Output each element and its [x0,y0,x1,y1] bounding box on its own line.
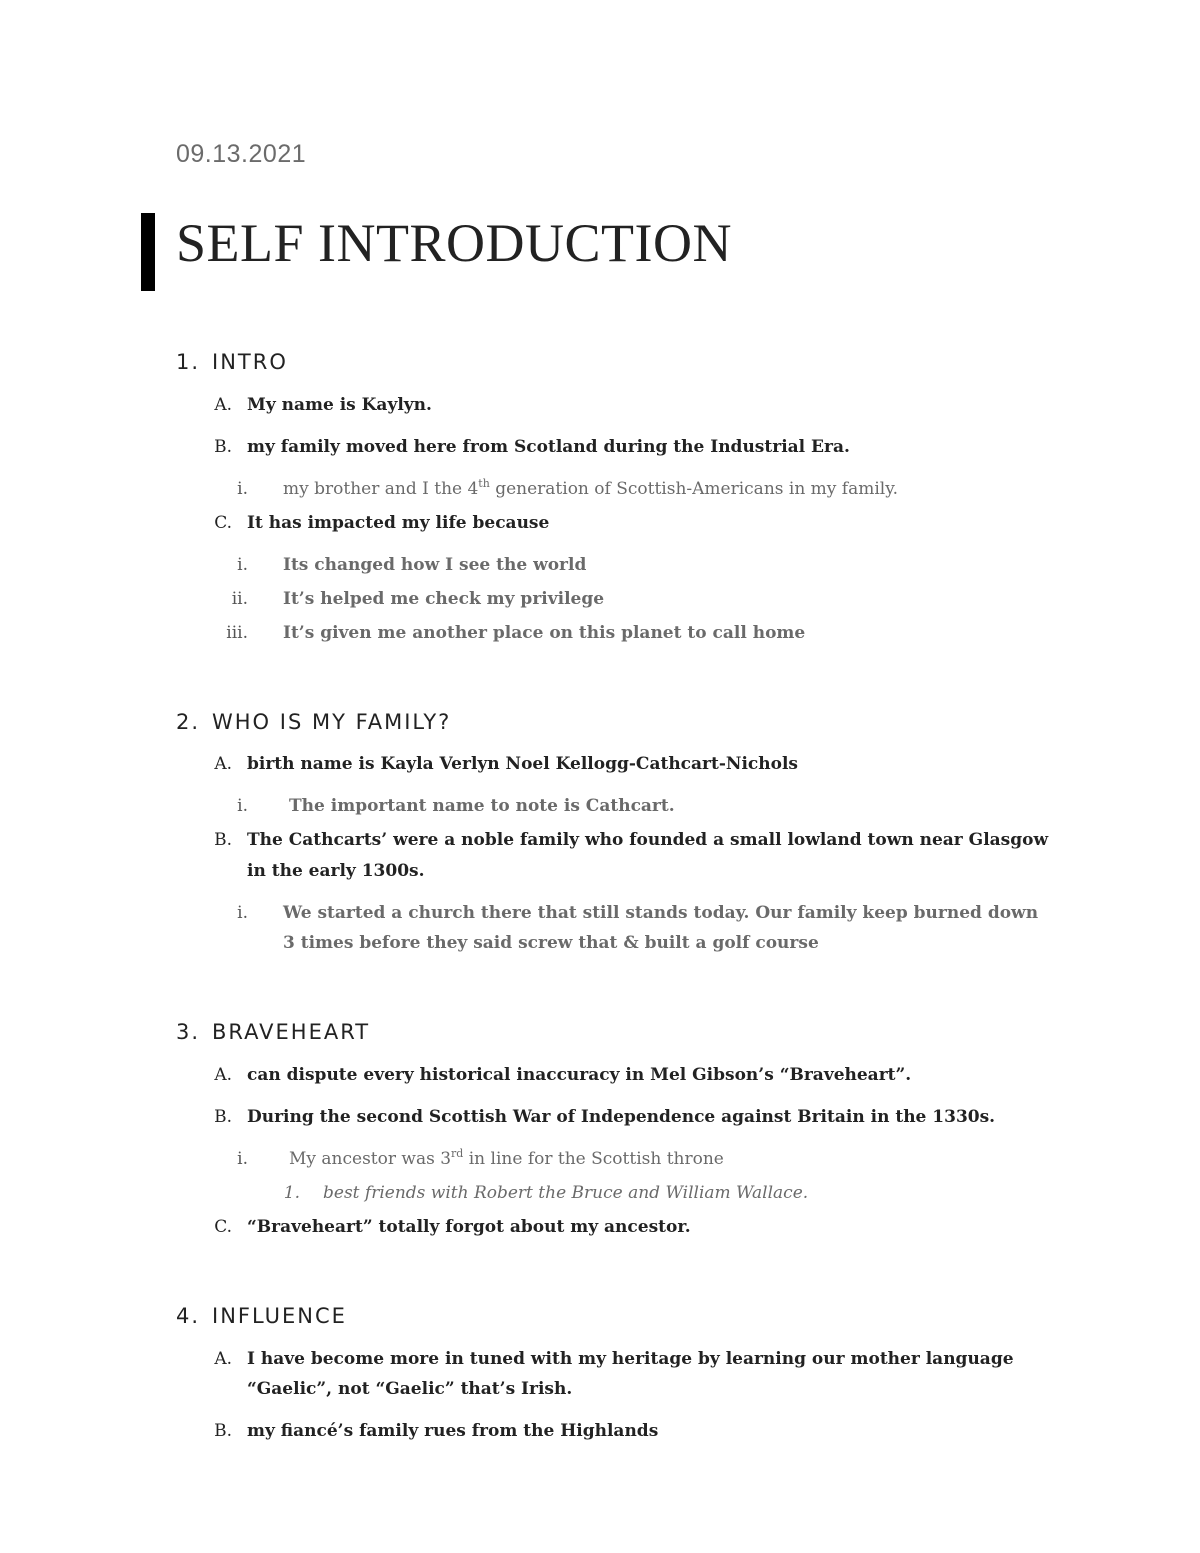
list-marker: 1. [283,1183,300,1203]
list-marker: A. [214,1349,232,1369]
section-title: INTRO [212,350,288,374]
list-marker: B. [214,437,232,457]
list-item-text: can dispute every historical inaccuracy in Mel Gibson’s “Braveheart”. [247,1065,912,1085]
list-item-text: It has impacted my life because [247,513,550,533]
list-marker: i. [237,555,248,575]
list-item-text: “Gaelic”, not “Gaelic” that’s Irish. [247,1379,573,1399]
list-marker: A. [214,754,232,774]
list-item-text [283,474,898,504]
list-marker: B. [214,1421,232,1441]
text-part: my brother and I the 4 [283,479,479,499]
list-item-text: During the second Scottish War of Independence against Britain in the 1330s. [247,1107,996,1127]
list-item-text: The Cathcarts’ were a noble family who founded a small lowland town near Glasgow [247,830,1049,850]
list-marker: i. [237,903,248,923]
list-marker: A. [214,1065,232,1085]
list-marker: B. [214,830,232,850]
list-marker: i. [237,796,248,816]
list-item-text: my fiancé’s family rues from the Highlands [247,1421,659,1441]
section-number: 2. [176,710,201,734]
text-part: generation of Scottish-Americans in my family. [489,479,898,499]
section-heading [176,350,288,374]
list-marker: ii. [231,589,248,609]
list-item-text: The important name to note is Cathcart. [289,796,675,816]
section-title: WHO IS MY FAMILY? [212,710,452,734]
section-title: BRAVEHEART [212,1020,371,1044]
list-item-text: birth name is Kayla Verlyn Noel Kellogg-Cathcart-Nichols [247,754,798,774]
superscript: th [478,477,490,490]
list-marker: B. [214,1107,232,1127]
list-item-text: My name is Kaylyn. [247,395,432,415]
list-item-text: in the early 1300s. [247,861,425,881]
section-number: 4. [176,1304,201,1328]
list-item-text: “Braveheart” totally forgot about my ancestor. [247,1217,691,1237]
list-marker: i. [237,479,248,499]
list-marker: iii. [226,623,248,643]
document-title: SELF INTRODUCTION [176,213,732,273]
text-part: in line for the Scottish throne [463,1149,724,1169]
list-item-text: Its changed how I see the world [283,555,587,575]
list-item-text: We started a church there that still stands today. Our family keep burned down [283,903,1039,923]
list-marker: C. [214,1217,232,1237]
section-heading [176,1020,370,1044]
list-item-text [289,1144,724,1174]
list-item-text: 3 times before they said screw that & built a golf course [283,933,819,953]
document-date: 09.13.2021 [176,140,307,168]
section-number: 3. [176,1020,201,1044]
list-marker: C. [214,513,232,533]
list-item-text: I have become more in tuned with my heritage by learning our mother language [247,1349,1014,1369]
list-item-text: It’s given me another place on this planet to call home [283,623,806,643]
superscript: rd [451,1147,464,1160]
section-number: 1. [176,350,201,374]
text-part: My ancestor was 3 [289,1149,452,1169]
list-item-text: my family moved here from Scotland during the Industrial Era. [247,437,850,457]
section-title: INFLUENCE [212,1304,347,1328]
list-marker: A. [214,395,232,415]
list-item-text: It’s helped me check my privilege [283,589,605,609]
section-heading [176,1304,347,1328]
section-heading [176,710,451,734]
list-marker: i. [237,1149,248,1169]
title-accent-bar [141,213,155,291]
list-item-text: best friends with Robert the Bruce and William Wallace. [323,1183,809,1203]
